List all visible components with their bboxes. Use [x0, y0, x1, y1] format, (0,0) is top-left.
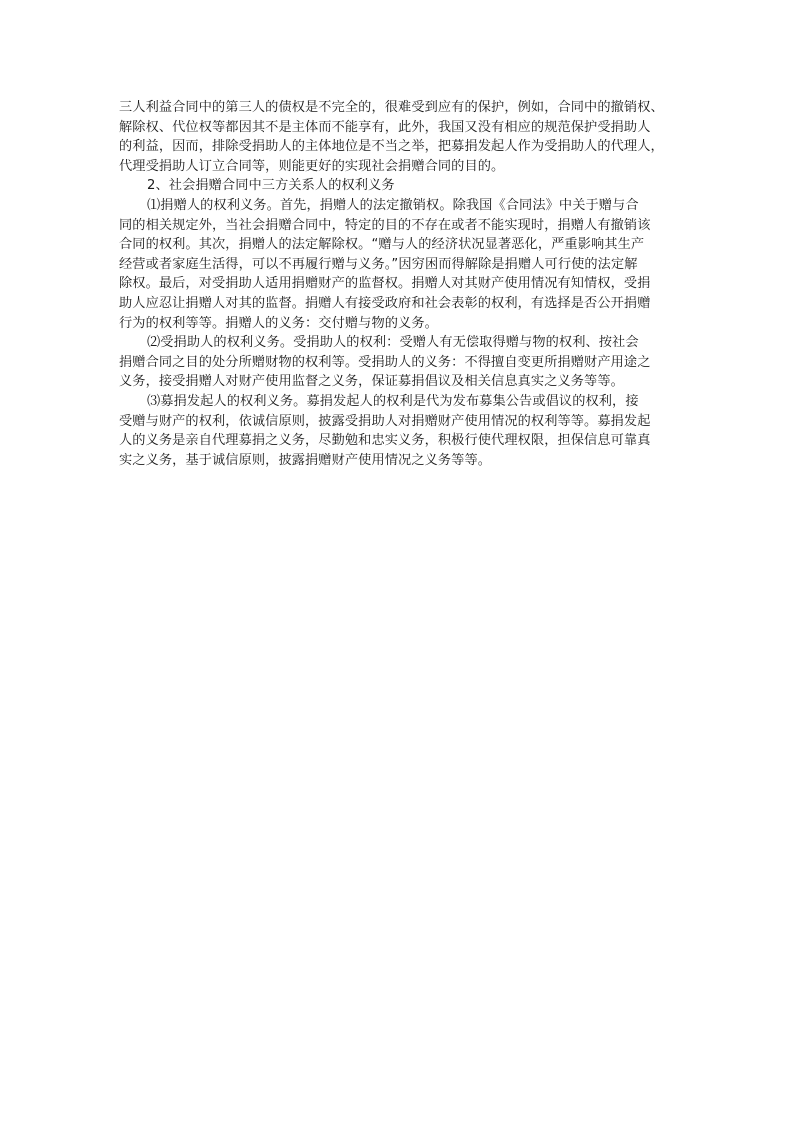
text-line: 三人利益合同中的第三人的债权是不完全的，很难受到应有的保护，例如，合同中的撤销权、	[119, 100, 664, 115]
text-line: 代理受捐助人订立合同等，则能更好的实现社会捐赠合同的目的。	[119, 158, 505, 174]
text-line: 实之义务，基于诚信原则，披露捐赠财产使用情况之义务等等。	[119, 452, 492, 468]
section-heading	[119, 176, 679, 196]
text-line: 除权。最后，对受捐助人适用捐赠财产的监督权。捐赠人对其财产使用情况有知情权，受捐	[119, 276, 651, 292]
paragraph-intro	[119, 98, 679, 176]
text-line: 同的相关规定外，当社会捐赠合同中，特定的目的不存在或者不能实现时，捐赠人有撤销该	[119, 217, 651, 233]
text-line: 受赠与财产的权利，依诚信原则，披露受捐助人对捐赠财产使用情况的权利等等。募捐发起	[119, 413, 651, 429]
paragraph-recipient	[119, 333, 679, 392]
text-line: ⑶募捐发起人的权利义务。募捐发起人的权利是代为发布募集公告或倡议的权利，接	[147, 393, 639, 409]
paragraph-initiator	[119, 392, 679, 470]
text-line: 的利益，因而，排除受捐助人的主体地位是不当之举，把募捐发起人作为受捐助人的代理人，	[119, 139, 664, 155]
text-line: 人的义务是亲自代理募捐之义务，尽勤勉和忠实义务，积极行使代理权限，担保信息可靠真	[119, 433, 651, 449]
text-line: 义务，接受捐赠人对财产使用监督之义务，保证募捐倡议及相关信息真实之义务等等。	[119, 374, 624, 390]
heading-text: 2、社会捐赠合同中三方关系人的权利义务	[147, 178, 395, 194]
text-line: 助人应忍让捐赠人对其的监督。捐赠人有接受政府和社会表彰的权利，有选择是否公开捐赠	[119, 295, 651, 311]
text-line: ⑵受捐助人的权利义务。受捐助人的权利：受赠人有无偿取得赠与物的权利、按社会	[147, 335, 639, 351]
text-line: 合同的权利。其次，捐赠人的法定解除权。“赠与人的经济状况显著恶化，严重影响其生产	[119, 237, 645, 253]
text-line: 解除权、代位权等都因其不是主体而不能享有，此外，我国又没有相应的规范保护受捐助人	[119, 119, 651, 135]
paragraph-donor	[119, 196, 679, 333]
text-line: 捐赠合同之目的处分所赠财物的权利等。受捐助人的义务：不得擅自变更所捐赠财产用途之	[119, 354, 651, 370]
document-body	[119, 98, 679, 470]
text-line: 行为的权利等等。捐赠人的义务：交付赠与物的义务。	[119, 315, 438, 331]
text-line: ⑴捐赠人的权利义务。首先，捐赠人的法定撤销权。除我国《合同法》中关于赠与合	[147, 197, 639, 213]
text-line: 经营或者家庭生活得，可以不再履行赠与义务。”因穷困而得解除是捐赠人可行使的法定解	[119, 256, 638, 272]
